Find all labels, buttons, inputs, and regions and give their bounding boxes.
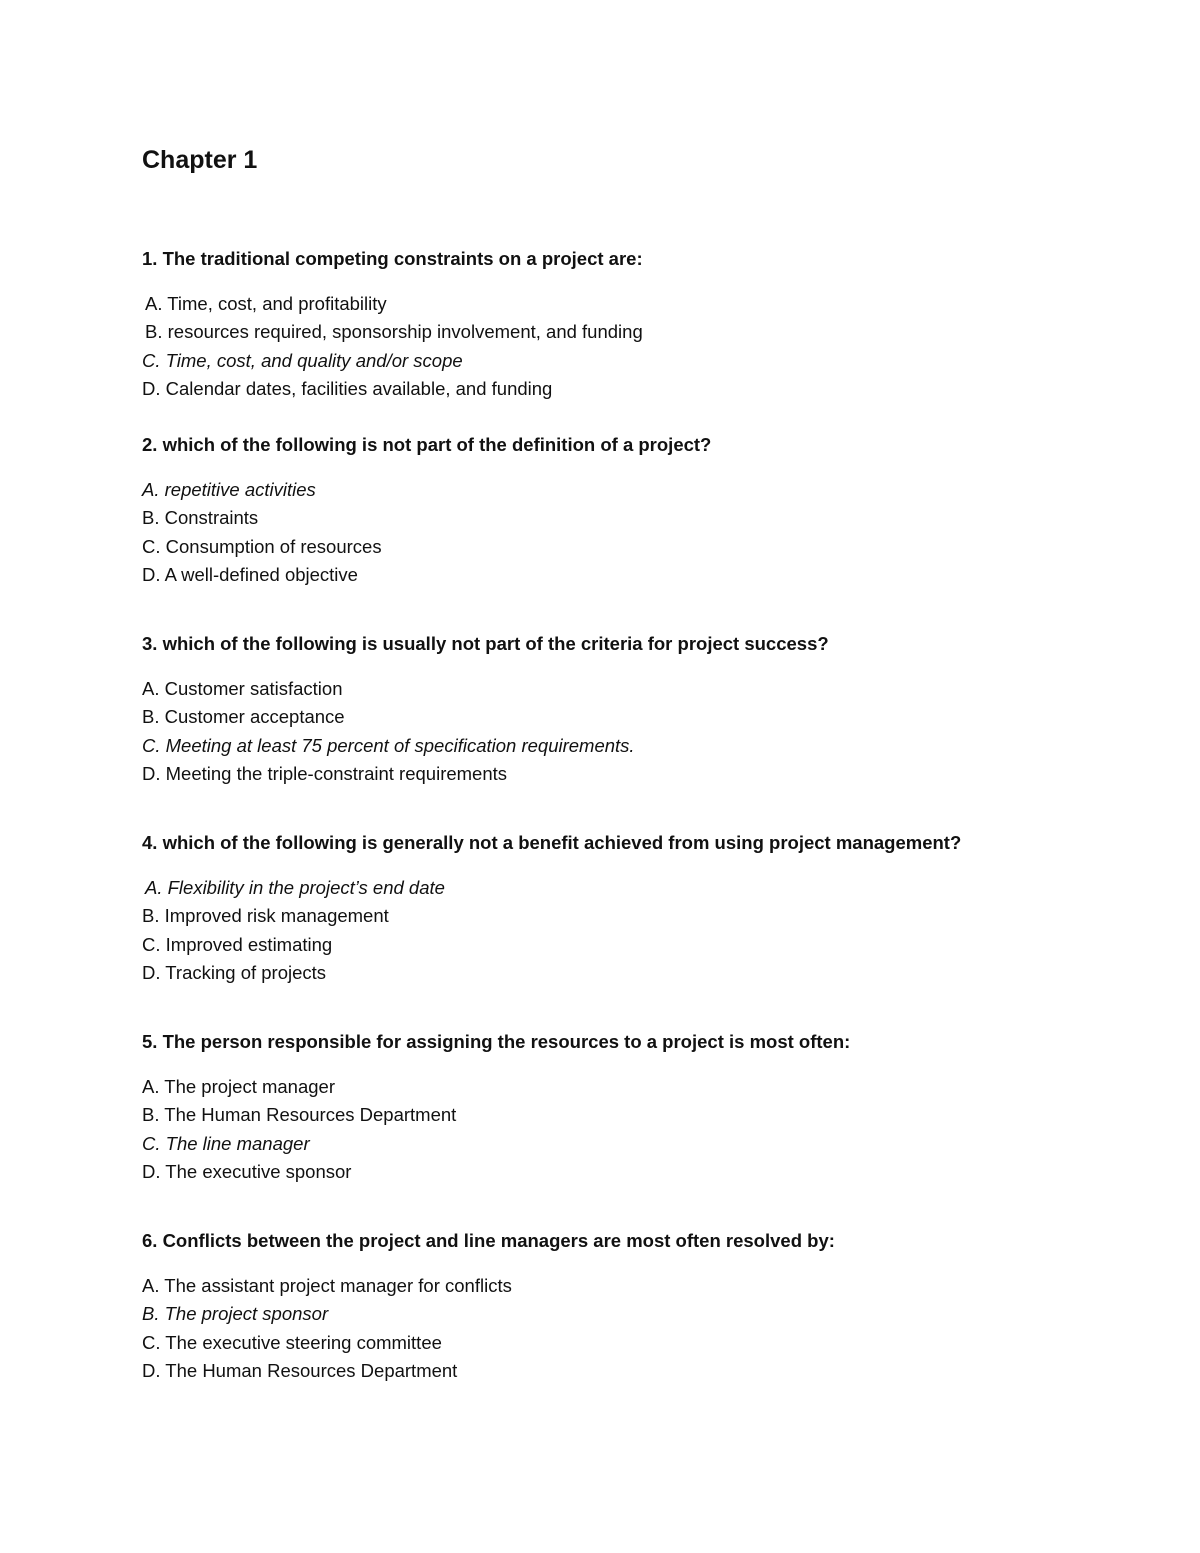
answer-options (142, 290, 1142, 404)
option-d: D. Meeting the triple-constraint requirements (142, 763, 508, 785)
chapter-title: Chapter 1 (142, 146, 258, 174)
option-a: A. Time, cost, and profitability (145, 293, 387, 314)
option-d: D. Calendar dates, facilities available, and funding (142, 378, 553, 400)
question-6 (142, 1227, 1142, 1386)
option-c: C. Time, cost, and quality and/or scope (142, 349, 463, 371)
answer-options (142, 476, 1142, 590)
option-c: C. The executive steering committee (142, 1331, 442, 1353)
option-a: A. The assistant project manager for conflicts (142, 1275, 512, 1296)
option-c: C. Improved estimating (142, 933, 333, 955)
option-a: A. The project manager (142, 1076, 335, 1097)
answer-options (142, 1272, 1142, 1386)
option-c: C. Consumption of resources (142, 535, 382, 557)
question-text: 1. The traditional competing constraints on a project are: (142, 248, 643, 269)
option-b: B. Improved risk management (142, 905, 389, 927)
question-2 (142, 431, 1142, 590)
question-1 (142, 245, 1142, 404)
option-a: A. Customer satisfaction (142, 678, 343, 699)
option-b: B. Customer acceptance (142, 706, 345, 728)
option-d: D. Tracking of projects (142, 962, 327, 984)
question-5 (142, 1028, 1142, 1187)
option-b: B. resources required, sponsorship involvement, and funding (145, 321, 643, 343)
question-3 (142, 630, 1142, 789)
question-text: 5. The person responsible for assigning the resources to a project is most often: (142, 1031, 851, 1052)
option-d: D. The executive sponsor (142, 1161, 352, 1183)
option-b: B. The project sponsor (142, 1303, 329, 1325)
answer-options (142, 1073, 1142, 1187)
question-4 (142, 829, 1142, 988)
option-a: A. repetitive activities (142, 479, 316, 500)
option-b: B. The Human Resources Department (142, 1104, 457, 1126)
question-text: 6. Conflicts between the project and line managers are most often resolved by: (142, 1230, 835, 1251)
option-d: D. A well-defined objective (142, 564, 358, 586)
option-d: D. The Human Resources Department (142, 1360, 458, 1382)
question-text: 3. which of the following is usually not part of the criteria for project success? (142, 633, 829, 654)
question-text: 2. which of the following is not part of the definition of a project? (142, 434, 712, 455)
answer-options (142, 874, 1142, 988)
option-b: B. Constraints (142, 507, 259, 529)
option-c: C. The line manager (142, 1132, 310, 1154)
question-text: 4. which of the following is generally not a benefit achieved from using project management? (142, 832, 962, 853)
option-c: C. Meeting at least 75 percent of specification requirements. (142, 734, 635, 756)
answer-options (142, 675, 1142, 789)
option-a: A. Flexibility in the project’s end date (145, 877, 445, 898)
